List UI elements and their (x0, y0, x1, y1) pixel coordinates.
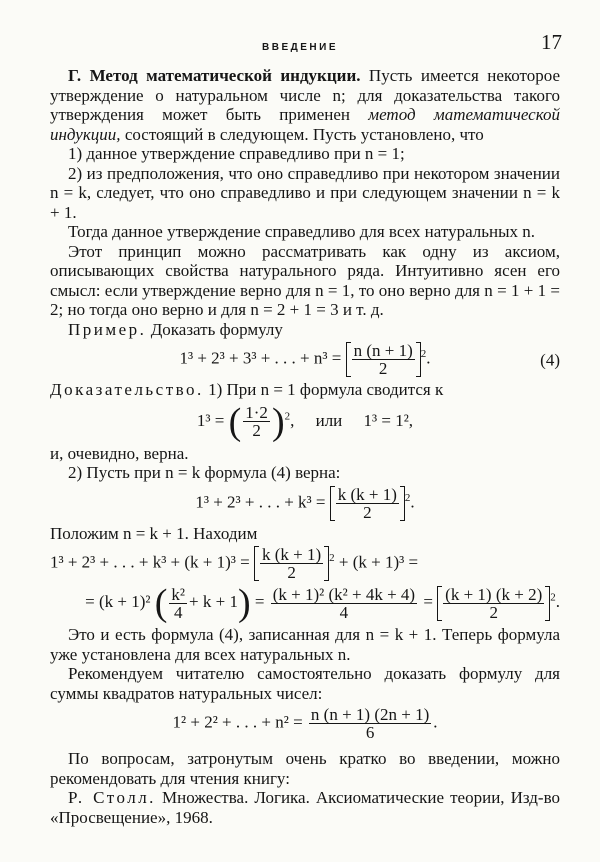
ind2-b: + k + 1 (189, 591, 238, 611)
item-2: 2) из предположения, что оно справедливо при некотором значении n = k, следует, что оно справедливо и при следующем значении n = k + 1. (50, 163, 560, 222)
ind2-bden: 2 (489, 602, 498, 622)
example-label: Пример. (68, 319, 147, 339)
ind2-fden: 4 (173, 602, 183, 622)
ind1-num: k (k + 1) (261, 545, 322, 564)
recommend-paragraph: Рекомендуем читателю самостоятельно доказать формулу для суммы квадратов натуральных чисел: (50, 664, 560, 703)
questions-paragraph: По вопросам, затронутым очень кратко во введении, можно рекомендовать для чтения книгу: (50, 749, 560, 788)
squares-formula: 1² + 2² + . . . + n² = $\frac{n (n + 1) (2n + 1)}{6}$ . (172, 705, 438, 742)
sq-lhs: 1² + 2² + . . . + n² = (172, 712, 303, 732)
formula-lhs: 1³ + 2³ + 3³ + . . . + n³ = (179, 348, 342, 368)
obvious-line: и, очевидно, верна. (50, 443, 189, 463)
formula-bracket (346, 342, 421, 377)
example-text: Доказать формулу (150, 319, 283, 339)
formula-num: n (n + 1) (353, 341, 413, 360)
ind1-lhs: 1³ + 2³ + . . . + k³ + (k + 1)³ = (50, 552, 250, 572)
running-header: ВВЕДЕНИЕ (262, 42, 338, 53)
method-name: метод математической индукции, (50, 105, 560, 144)
base-num: 1·2 (245, 403, 268, 422)
ind1-den: 2 (287, 563, 296, 582)
put-line: Положим n = k + 1. Находим (50, 523, 258, 543)
principle-paragraph: Этот принцип можно рассматривать как одну из аксиом, описывающих свойства натурального ряда. Интуитивно ясен его смысл: если утверждение верно для n = 1, то оно верно для n = 1 + 1 = 2; но тогда оно верно и для n = 2 + 1 = 3 и т. д. (50, 241, 560, 319)
base-case-formula: 1³ = ( $\frac{1\cdot 2}{2}$ )$^2$, или 1³ = 1², (196, 400, 414, 443)
ind2-c: = (254, 591, 265, 611)
ind1-tail: + (k + 1)³ = (338, 552, 419, 572)
reference (50, 788, 560, 827)
proof-text: 1) При n = 1 формула сводится к (208, 380, 444, 399)
formula-4: 1³ + 2³ + 3³ + . . . + n³ = $\frac{n (n + 1)}{2}$ $^2$. (4) (179, 341, 560, 378)
base-lhs: 1³ = (196, 410, 225, 430)
hyp-num: k (k + 1) (337, 484, 397, 504)
proof-label: Доказательство. (50, 380, 204, 399)
ref-author: Р. Столл. (68, 788, 156, 807)
sq-den: 6 (365, 723, 375, 742)
formula-den: 2 (378, 359, 388, 378)
hyp-lhs: 1³ + 2³ + . . . + k³ = (195, 491, 326, 511)
conclusion: Тогда данное утверждение справедливо для всех натуральных n. (68, 222, 536, 241)
base-or: или (315, 410, 343, 430)
formula-4-paragraph: Это и есть формула (4), записанная для n = k + 1. Теперь формула уже установлена для всех натуральных n. (50, 625, 560, 664)
ind2-fnum: k² (171, 584, 186, 604)
intro-text-end: состоящий в следующем. Пусть установлено, что (124, 124, 484, 144)
base-rhs: 1³ = 1², (363, 410, 414, 430)
equation-tag: (4) (540, 349, 560, 369)
step-2: 2) Пусть при n = k формула (4) верна: (68, 463, 341, 482)
induction-line-1: 1³ + 2³ + . . . + k³ + (k + 1)³ = $\frac{k (k + 1)}{2}$ $^2$ + (k + 1)³ = (50, 545, 419, 582)
example-line (50, 320, 560, 340)
ind2-num: (k + 1)² (k² + 4k + 4) (272, 584, 416, 604)
ind2-den: 4 (339, 602, 349, 622)
induction-line-2: = (k + 1)² ( $\frac{\text{k²}}{4}$ + k + 1) = $\frac{\text{(k + 1)² (k² + 4k + 4)}}{4}$ = $\frac{(k + 1) (k + 2)}{2}$ $^2$. (85, 582, 560, 624)
section-heading: Г. Метод математической индукции. (68, 66, 361, 85)
base-den: 2 (252, 421, 261, 440)
intro-paragraph (50, 66, 560, 144)
sq-num: n (n + 1) (2n + 1) (310, 705, 430, 724)
item-1: 1) данное утверждение справедливо при n = 1; (68, 144, 405, 163)
ind2-d: = (423, 591, 433, 611)
hypothesis-formula: 1³ + 2³ + . . . + k³ = $\frac{k (k + 1)}{2}$ $^2$. (195, 484, 415, 522)
ref-title: Множества. Логика. Аксиоматические теории, Изд-во «Просвещение», 1968. (50, 788, 560, 827)
page-body (50, 66, 560, 827)
hyp-den: 2 (363, 502, 372, 522)
ind2-a: = (k + 1)² (85, 591, 151, 611)
intro-text: Пусть имеется некоторое утверждение о натуральном числе n; для доказательства такого утверждения может быть применен (50, 66, 560, 124)
proof-line (50, 380, 560, 400)
ind2-bnum: (k + 1) (k + 2) (445, 584, 543, 604)
page-number: 17 (541, 30, 562, 54)
